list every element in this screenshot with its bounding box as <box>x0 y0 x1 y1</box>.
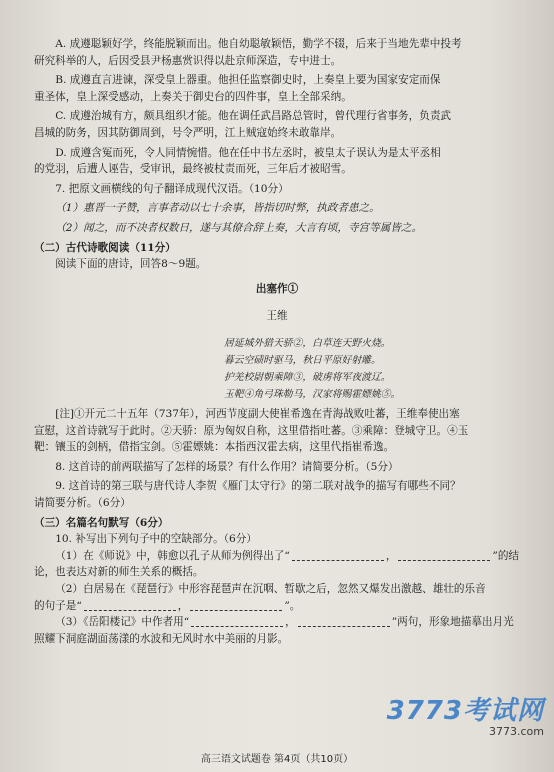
item-1-text-b: ”的结 <box>492 549 520 562</box>
question-10-item-3-cont: 照耀下洞庭湖面荡漾的水波和无风时水中美丽的月影。 <box>34 632 289 645</box>
question-7: 7. 把原文画横线的句子翻译成现代汉语。（10分） <box>55 182 289 195</box>
note-line-1: [注]①开元二十五年（737年），河西节度副大使崔希逸在青海战败吐蕃，王维奉使出塞 <box>55 408 460 421</box>
poem-line-4: 玉靶④角弓珠勒马，汉家将赐霍嫖姚⑤。 <box>224 389 401 401</box>
option-a-line1: A. 成遵聪颖好学，终能脱颖而出。他自幼聪敏颖悟，勤学不辍，后来于当地先辈中投考 <box>55 38 462 50</box>
poem-line-3: 护羌校尉朝乘障③，破虏将军夜渡辽。 <box>224 372 391 384</box>
poem-line-1: 居延城外猎天骄②，白草连天野火烧。 <box>224 338 391 350</box>
section-3-heading: （三）名篇名句默写（6分） <box>34 516 169 529</box>
question-10-item-2: （2）白居易在《琵琶行》中形容琵琶声在沉咽、暂歇之后，忽然又爆发出激越、雄壮的乐音 <box>55 583 486 596</box>
poem-line-2: 暮云空碛时驱马，秋日平原好射雕。 <box>224 355 381 367</box>
page-footer: 高三语文试题卷 第4页（共10页） <box>200 754 354 765</box>
question-10-item-1: （1）在《师说》中，韩愈以孔子从师为例得出了“ ， ”的结 <box>55 549 520 562</box>
question-8: 8. 这首诗的前两联描写了怎样的场景？有什么作用？请简要分析。（5分） <box>55 460 399 473</box>
note-line-2: 宣慰，这首诗就写于此时。②天骄：原为匈奴自称，这里借指吐蕃。③乘障：登城守卫。④玉 <box>34 424 469 437</box>
note-line-3: 靶：镶玉的剑柄，借指宝剑。⑤霍嫖姚：本指西汉霍去病，这里代指崔希逸。 <box>34 441 395 454</box>
question-10-item-3: （3）《岳阳楼记》中作者用“ ， ”两句，形象地描摹出月光 <box>55 616 514 629</box>
question-9-line2: 请简要分析。（6分） <box>34 497 131 510</box>
answer-blank-2[interactable] <box>398 560 490 561</box>
answer-blank-5[interactable] <box>191 626 283 627</box>
answer-blank-4[interactable] <box>190 610 282 611</box>
watermark-logo <box>387 690 544 738</box>
poem-title: 出塞作① <box>255 282 299 295</box>
answer-blank-1[interactable] <box>292 560 384 561</box>
poem-body <box>34 335 520 403</box>
question-10-item-1-cont: 论，也表达对新的师生关系的概括。 <box>34 566 204 579</box>
item-1-text-a: （1）在《师说》中，韩愈以孔子从师为例得出了“ <box>55 549 290 562</box>
question-10: 10. 补写出下列句子中的空缺部分。（6分） <box>55 533 257 546</box>
option-c-line2: 昌城的防务，因其防御周到，号令严明，江上贼寇始终未敢靠岸。 <box>34 126 342 139</box>
answer-blank-6[interactable] <box>298 626 390 627</box>
question-7-sentence-1: （1）惠晋一子赞，言事者动以七十余事，皆指切时弊，执政者患之。 <box>55 202 380 215</box>
item-3-text-a: （3）《岳阳楼记》中作者用“ <box>55 616 190 629</box>
option-b-line1: B. 成遵直言进谏，深受皇上器重。他担任监察御史时，上奏皇上要为国家安定而保 <box>55 74 441 87</box>
watermark-url: 3773.com <box>489 725 544 738</box>
answer-blank-3[interactable] <box>84 610 176 611</box>
option-b-line2: 重圣体，皇上深受感动，上奏关于御史台的四件事，皇上全部采纳。 <box>34 90 352 103</box>
item-2-text-b: 的句子是“ <box>34 599 82 612</box>
question-9-line1: 9. 这首诗的第三联与唐代诗人李贺《雁门太守行》的第二联对战争的描写有哪些不同？ <box>55 480 461 493</box>
item-2-text-c: ”。 <box>284 599 301 612</box>
question-10-item-2-cont: 的句子是“ ， ”。 <box>34 599 301 612</box>
item-3-text-b: ”两句，形象地描摹出月光 <box>391 616 514 629</box>
option-d-line2: 的党羽，后遭人诬告，受审讯，最终被杖责而死，三年后才被昭雪。 <box>34 163 352 176</box>
watermark-brand: 3773考试网 <box>386 696 544 726</box>
question-7-sentence-2: （2）闻之，而不决者权数日，遂与其僚合辞上奏，大言有顷，寺宫等属皆之。 <box>55 221 423 234</box>
section-2-instruction: 阅读下面的唐诗，回答8～9题。 <box>55 258 207 271</box>
page-content <box>34 36 520 647</box>
option-d-line1: D. 成遵含冤而死，令人同情惋惜。他在任中书左丞时，被皇太子误认为是太平丞相 <box>55 146 441 159</box>
option-a-line2: 研究科举的人，后因受县尹杨惠赏识得以赴京师深造，专中进士。 <box>34 54 342 67</box>
section-2-heading: （二）古代诗歌阅读（11分） <box>34 241 176 254</box>
poem-author: 王维 <box>266 309 288 322</box>
option-c-line1: C. 成遵治城有方，颇具组织才能。他在调任武昌路总管时，曾代理行省事务，负责武 <box>55 110 452 123</box>
